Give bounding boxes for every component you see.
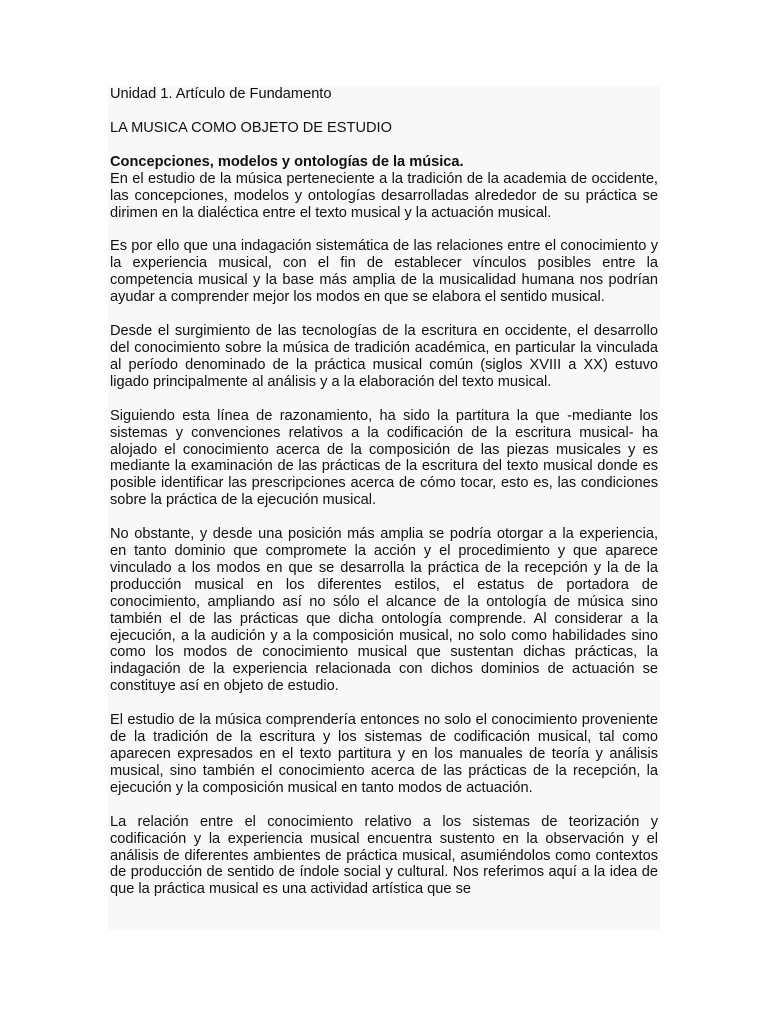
paragraph: El estudio de la música comprendería entonces no solo el conocimiento proveniente de la tradición de la escritura y los sistemas de codificación musical, tal como aparecen expresados en el texto partitura y en los manuales de teoría y análisis musical, sino también el conocimiento acerca de las prácticas de la recepción, la ejecución y la composición musical en tanto modos de actuación. [110,712,658,796]
paragraph: Desde el surgimiento de las tecnologías de la escritura en occidente, el desarrollo del conocimiento sobre la música de tradición académica, en particular la vinculada al período denominado de la práctica musical común (siglos XVIII a XX) estuvo ligado principalmente al análisis y a la elaboración del texto musical. [110,323,658,390]
text-block [108,86,660,930]
paragraph: Es por ello que una indagación sistemática de las relaciones entre el conocimiento y la experiencia musical, con el fin de establecer vínculos posibles entre la competencia musical y la base más amplia de la musicalidad humana nos podrían ayudar a comprender mejor los modos en que se elabora el sentido musical. [110,238,658,306]
section-heading: Concepciones, modelos y ontologías de la música. [110,153,464,170]
paragraph: Siguiendo esta línea de razonamiento, ha sido la partitura la que -mediante los sistemas y convenciones relativos a la codificación de la escritura musical- ha alojado el conocimiento acerca de la composición de las piezas musicales y es mediante la examinación de las prácticas de la escritura del texto musical donde es posible identificar las prescripciones acerca de cómo tocar, esto es, las condiciones sobre la práctica de la ejecución musical. [110,407,658,509]
document-content [108,86,660,898]
paragraph: No obstante, y desde una posición más amplia se podría otorgar a la experiencia, en tanto dominio que compromete la acción y el procedimiento y que aparece vinculado a los modos en que se desarrolla la práctica de la recepción y la de la producción musical en los diferentes estilos, el estatus de portadora de conocimiento, ampliando así no sólo el alcance de la ontología de música sino también el de las prácticas que dicha ontología comprende. Al considerar a la ejecución, a la audición y a la composición musical, no solo como habilidades sino como los modos de conocimiento musical que sustentan dichas prácticas, la indagación de la experiencia relacionada con dichos dominios de actuación se constituye así en objeto de estudio. [110,526,658,695]
main-title: LA MUSICA COMO OBJETO DE ESTUDIO [110,119,392,136]
paragraph: En el estudio de la música perteneciente a la tradición de la academia de occidente, las concepciones, modelos y ontologías desarrolladas alrededor de su práctica se dirimen en la dialéctica entre el texto musical y la actuación musical. [110,170,658,221]
unit-line: Unidad 1. Artículo de Fundamento [110,86,332,102]
paragraph: La relación entre el conocimiento relativo a los sistemas de teorización y codificación y la experiencia musical encuentra sustento en la observación y el análisis de diferentes ambientes de práctica musical, asumiéndolos como contextos de producción de sentido de índole social y cultural. Nos referimos aquí a la idea de que la práctica musical es una actividad artística que se [110,813,658,898]
